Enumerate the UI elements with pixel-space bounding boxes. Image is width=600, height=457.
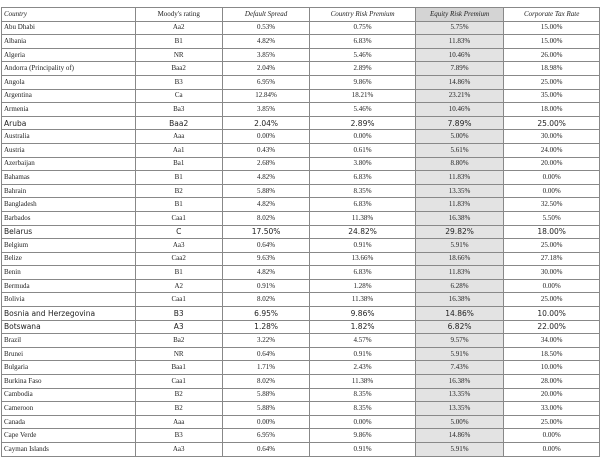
country-risk-sheet xyxy=(1,7,600,457)
table-row xyxy=(2,184,600,198)
table-row xyxy=(2,443,600,457)
cell-corporate-tax-rate[interactable]: 35.00% xyxy=(504,89,600,103)
cell-country-risk-premium[interactable]: 5.46% xyxy=(310,103,416,117)
cell-corporate-tax-rate[interactable]: 25.00% xyxy=(504,116,600,130)
table-row xyxy=(2,266,600,280)
cell-country-risk-premium[interactable]: 0.91% xyxy=(310,443,416,457)
cell-rating[interactable]: Ba3 xyxy=(135,103,222,117)
cell-country[interactable]: Bulgaria xyxy=(2,361,136,375)
cell-rating[interactable]: Aa3 xyxy=(135,443,222,457)
cell-default-spread[interactable]: 5.88% xyxy=(222,388,309,402)
cell-country[interactable]: Barbados xyxy=(2,211,136,225)
cell-default-spread[interactable]: 9.63% xyxy=(222,252,309,266)
cell-default-spread[interactable]: 0.00% xyxy=(222,415,309,429)
cell-default-spread[interactable]: 3.22% xyxy=(222,334,309,348)
table-row xyxy=(2,252,600,266)
cell-default-spread[interactable]: 1.28% xyxy=(222,320,309,334)
cell-country-risk-premium[interactable]: 0.91% xyxy=(310,239,416,253)
cell-country[interactable]: Azerbaijan xyxy=(2,157,136,171)
cell-equity-risk-premium[interactable]: 6.28% xyxy=(415,279,503,293)
cell-country[interactable]: Burkina Faso xyxy=(2,375,136,389)
cell-corporate-tax-rate[interactable]: 0.00% xyxy=(504,443,600,457)
cell-country[interactable]: Brazil xyxy=(2,334,136,348)
cell-country[interactable]: Bahrain xyxy=(2,184,136,198)
table-row xyxy=(2,307,600,321)
cell-rating[interactable]: Caa1 xyxy=(135,375,222,389)
cell-equity-risk-premium[interactable]: 29.82% xyxy=(415,225,503,239)
cell-corporate-tax-rate[interactable]: 27.18% xyxy=(504,252,600,266)
cell-country-risk-premium[interactable]: 5.46% xyxy=(310,48,416,62)
table-row xyxy=(2,62,600,76)
cell-country-risk-premium[interactable]: 1.82% xyxy=(310,320,416,334)
cell-rating[interactable]: B3 xyxy=(135,75,222,89)
cell-country-risk-premium[interactable]: 9.86% xyxy=(310,429,416,443)
cell-rating[interactable]: Aa2 xyxy=(135,21,222,35)
cell-equity-risk-premium[interactable]: 16.38% xyxy=(415,293,503,307)
cell-corporate-tax-rate[interactable]: 20.00% xyxy=(504,388,600,402)
cell-equity-risk-premium[interactable]: 7.43% xyxy=(415,361,503,375)
cell-country-risk-premium[interactable]: 9.86% xyxy=(310,75,416,89)
table-row xyxy=(2,143,600,157)
table-row xyxy=(2,75,600,89)
cell-country[interactable]: Austria xyxy=(2,143,136,157)
cell-rating[interactable]: NR xyxy=(135,48,222,62)
table-row xyxy=(2,415,600,429)
cell-default-spread[interactable]: 4.82% xyxy=(222,171,309,185)
cell-rating[interactable]: Baa2 xyxy=(135,116,222,130)
cell-equity-risk-premium[interactable]: 23.21% xyxy=(415,89,503,103)
cell-default-spread[interactable]: 0.91% xyxy=(222,279,309,293)
cell-country-risk-premium[interactable]: 0.61% xyxy=(310,143,416,157)
cell-rating[interactable]: Baa2 xyxy=(135,62,222,76)
cell-corporate-tax-rate[interactable]: 0.00% xyxy=(504,279,600,293)
cell-equity-risk-premium[interactable]: 14.86% xyxy=(415,429,503,443)
cell-corporate-tax-rate[interactable]: 25.00% xyxy=(504,293,600,307)
cell-country[interactable]: Albania xyxy=(2,35,136,49)
cell-corporate-tax-rate[interactable]: 0.00% xyxy=(504,171,600,185)
table-row xyxy=(2,402,600,416)
cell-equity-risk-premium[interactable]: 14.86% xyxy=(415,75,503,89)
cell-rating[interactable]: B1 xyxy=(135,35,222,49)
table-row xyxy=(2,21,600,35)
cell-default-spread[interactable]: 4.82% xyxy=(222,35,309,49)
cell-country-risk-premium[interactable]: 0.91% xyxy=(310,347,416,361)
table-row xyxy=(2,157,600,171)
table-row xyxy=(2,347,600,361)
cell-default-spread[interactable]: 8.02% xyxy=(222,293,309,307)
cell-default-spread[interactable]: 6.95% xyxy=(222,75,309,89)
cell-default-spread[interactable]: 6.95% xyxy=(222,429,309,443)
cell-rating[interactable]: Ba2 xyxy=(135,334,222,348)
cell-corporate-tax-rate[interactable]: 32.50% xyxy=(504,198,600,212)
cell-corporate-tax-rate[interactable]: 28.00% xyxy=(504,375,600,389)
cell-default-spread[interactable]: 3.85% xyxy=(222,48,309,62)
cell-corporate-tax-rate[interactable]: 18.00% xyxy=(504,103,600,117)
cell-country[interactable]: Australia xyxy=(2,130,136,144)
cell-corporate-tax-rate[interactable]: 5.50% xyxy=(504,211,600,225)
cell-corporate-tax-rate[interactable]: 20.00% xyxy=(504,157,600,171)
cell-country-risk-premium[interactable]: 0.00% xyxy=(310,415,416,429)
cell-equity-risk-premium[interactable]: 8.80% xyxy=(415,157,503,171)
cell-equity-risk-premium[interactable]: 13.35% xyxy=(415,388,503,402)
cell-default-spread[interactable]: 12.84% xyxy=(222,89,309,103)
cell-default-spread[interactable]: 8.02% xyxy=(222,211,309,225)
cell-equity-risk-premium[interactable]: 11.83% xyxy=(415,266,503,280)
cell-default-spread[interactable]: 4.82% xyxy=(222,198,309,212)
cell-default-spread[interactable]: 1.71% xyxy=(222,361,309,375)
cell-country-risk-premium[interactable]: 2.43% xyxy=(310,361,416,375)
cell-default-spread[interactable]: 0.64% xyxy=(222,239,309,253)
cell-equity-risk-premium[interactable]: 10.46% xyxy=(415,103,503,117)
cell-rating[interactable]: B2 xyxy=(135,184,222,198)
cell-equity-risk-premium[interactable]: 5.00% xyxy=(415,415,503,429)
cell-country-risk-premium[interactable]: 6.83% xyxy=(310,35,416,49)
cell-country-risk-premium[interactable]: 11.38% xyxy=(310,211,416,225)
header-country-risk-premium[interactable]: Country Risk Premium xyxy=(310,8,416,22)
cell-country[interactable]: Bolivia xyxy=(2,293,136,307)
table-row xyxy=(2,239,600,253)
cell-country-risk-premium[interactable]: 6.83% xyxy=(310,266,416,280)
cell-country-risk-premium[interactable]: 2.89% xyxy=(310,116,416,130)
cell-default-spread[interactable]: 0.64% xyxy=(222,347,309,361)
table-body xyxy=(2,21,600,456)
table-row xyxy=(2,198,600,212)
cell-rating[interactable]: NR xyxy=(135,347,222,361)
cell-equity-risk-premium[interactable]: 5.75% xyxy=(415,21,503,35)
cell-country-risk-premium[interactable]: 4.57% xyxy=(310,334,416,348)
cell-equity-risk-premium[interactable]: 5.00% xyxy=(415,130,503,144)
cell-equity-risk-premium[interactable]: 18.66% xyxy=(415,252,503,266)
table-row xyxy=(2,388,600,402)
cell-rating[interactable]: B3 xyxy=(135,307,222,321)
cell-rating[interactable]: Aaa xyxy=(135,130,222,144)
cell-equity-risk-premium[interactable]: 5.91% xyxy=(415,443,503,457)
cell-country-risk-premium[interactable]: 8.35% xyxy=(310,402,416,416)
cell-corporate-tax-rate[interactable]: 26.00% xyxy=(504,48,600,62)
cell-default-spread[interactable]: 4.82% xyxy=(222,266,309,280)
cell-corporate-tax-rate[interactable]: 0.00% xyxy=(504,429,600,443)
header-equity-risk-premium[interactable]: Equity Risk Premium xyxy=(415,8,503,22)
cell-equity-risk-premium[interactable]: 5.61% xyxy=(415,143,503,157)
cell-equity-risk-premium[interactable]: 5.91% xyxy=(415,347,503,361)
cell-country-risk-premium[interactable]: 11.38% xyxy=(310,375,416,389)
table-row xyxy=(2,103,600,117)
cell-default-spread[interactable]: 2.04% xyxy=(222,62,309,76)
cell-country[interactable]: Botswana xyxy=(2,320,136,334)
cell-rating[interactable]: Caa1 xyxy=(135,293,222,307)
header-default-spread[interactable]: Default Spread xyxy=(222,8,309,22)
cell-corporate-tax-rate[interactable]: 34.00% xyxy=(504,334,600,348)
cell-corporate-tax-rate[interactable]: 30.00% xyxy=(504,266,600,280)
cell-equity-risk-premium[interactable]: 11.83% xyxy=(415,35,503,49)
cell-default-spread[interactable]: 2.68% xyxy=(222,157,309,171)
cell-corporate-tax-rate[interactable]: 15.00% xyxy=(504,21,600,35)
cell-rating[interactable]: B2 xyxy=(135,388,222,402)
cell-country[interactable]: Bahamas xyxy=(2,171,136,185)
cell-rating[interactable]: B1 xyxy=(135,198,222,212)
cell-country-risk-premium[interactable]: 8.35% xyxy=(310,184,416,198)
cell-rating[interactable]: Caa1 xyxy=(135,211,222,225)
cell-corporate-tax-rate[interactable]: 30.00% xyxy=(504,130,600,144)
cell-country[interactable]: Algeria xyxy=(2,48,136,62)
table-row xyxy=(2,130,600,144)
cell-default-spread[interactable]: 2.04% xyxy=(222,116,309,130)
cell-country[interactable]: Bangladesh xyxy=(2,198,136,212)
cell-country-risk-premium[interactable]: 11.38% xyxy=(310,293,416,307)
cell-equity-risk-premium[interactable]: 14.86% xyxy=(415,307,503,321)
cell-country[interactable]: Cameroon xyxy=(2,402,136,416)
cell-country[interactable]: Aruba xyxy=(2,116,136,130)
cell-rating[interactable]: Ba1 xyxy=(135,157,222,171)
cell-country[interactable]: Belarus xyxy=(2,225,136,239)
cell-country[interactable]: Cambodia xyxy=(2,388,136,402)
cell-equity-risk-premium[interactable]: 5.91% xyxy=(415,239,503,253)
table-row xyxy=(2,89,600,103)
cell-country-risk-premium[interactable]: 1.28% xyxy=(310,279,416,293)
cell-default-spread[interactable]: 5.88% xyxy=(222,184,309,198)
cell-country[interactable]: Bermuda xyxy=(2,279,136,293)
cell-country[interactable]: Andorra (Principality of) xyxy=(2,62,136,76)
cell-country-risk-premium[interactable]: 9.86% xyxy=(310,307,416,321)
cell-corporate-tax-rate[interactable]: 25.00% xyxy=(504,239,600,253)
cell-corporate-tax-rate[interactable]: 18.50% xyxy=(504,347,600,361)
cell-corporate-tax-rate[interactable]: 25.00% xyxy=(504,75,600,89)
cell-equity-risk-premium[interactable]: 16.38% xyxy=(415,211,503,225)
cell-corporate-tax-rate[interactable]: 33.00% xyxy=(504,402,600,416)
cell-default-spread[interactable]: 6.95% xyxy=(222,307,309,321)
table-row xyxy=(2,225,600,239)
table-row xyxy=(2,116,600,130)
table-row xyxy=(2,279,600,293)
table-row xyxy=(2,320,600,334)
cell-corporate-tax-rate[interactable]: 10.00% xyxy=(504,361,600,375)
cell-country-risk-premium[interactable]: 8.35% xyxy=(310,388,416,402)
cell-country-risk-premium[interactable]: 6.83% xyxy=(310,171,416,185)
cell-default-spread[interactable]: 3.85% xyxy=(222,103,309,117)
cell-country-risk-premium[interactable]: 3.80% xyxy=(310,157,416,171)
cell-country[interactable]: Brunei xyxy=(2,347,136,361)
cell-country[interactable]: Cape Verde xyxy=(2,429,136,443)
header-rating[interactable]: Moody's rating xyxy=(135,8,222,22)
table-row xyxy=(2,35,600,49)
cell-equity-risk-premium[interactable]: 13.35% xyxy=(415,184,503,198)
cell-country[interactable]: Angola xyxy=(2,75,136,89)
cell-default-spread[interactable]: 17.50% xyxy=(222,225,309,239)
cell-equity-risk-premium[interactable]: 6.82% xyxy=(415,320,503,334)
cell-rating[interactable]: A2 xyxy=(135,279,222,293)
table-row xyxy=(2,429,600,443)
cell-country[interactable]: Benin xyxy=(2,266,136,280)
cell-default-spread[interactable]: 0.43% xyxy=(222,143,309,157)
table-row xyxy=(2,48,600,62)
cell-rating[interactable]: Aa3 xyxy=(135,239,222,253)
cell-corporate-tax-rate[interactable]: 18.98% xyxy=(504,62,600,76)
cell-country[interactable]: Bosnia and Herzegovina xyxy=(2,307,136,321)
cell-rating[interactable]: Caa2 xyxy=(135,252,222,266)
cell-corporate-tax-rate[interactable]: 25.00% xyxy=(504,415,600,429)
cell-corporate-tax-rate[interactable]: 22.00% xyxy=(504,320,600,334)
cell-country-risk-premium[interactable]: 13.66% xyxy=(310,252,416,266)
header-row xyxy=(2,8,600,22)
cell-default-spread[interactable]: 8.02% xyxy=(222,375,309,389)
cell-rating[interactable]: B1 xyxy=(135,266,222,280)
country-risk-table xyxy=(1,7,600,457)
cell-rating[interactable]: B1 xyxy=(135,171,222,185)
cell-equity-risk-premium[interactable]: 11.83% xyxy=(415,198,503,212)
table-row xyxy=(2,211,600,225)
cell-equity-risk-premium[interactable]: 9.57% xyxy=(415,334,503,348)
cell-rating[interactable]: B3 xyxy=(135,429,222,443)
cell-country[interactable]: Belgium xyxy=(2,239,136,253)
cell-equity-risk-premium[interactable]: 11.83% xyxy=(415,171,503,185)
cell-equity-risk-premium[interactable]: 13.35% xyxy=(415,402,503,416)
cell-country-risk-premium[interactable]: 0.00% xyxy=(310,130,416,144)
cell-rating[interactable]: Aa1 xyxy=(135,143,222,157)
header-corporate-tax-rate[interactable]: Corporate Tax Rate xyxy=(504,8,600,22)
cell-equity-risk-premium[interactable]: 7.89% xyxy=(415,62,503,76)
table-row xyxy=(2,375,600,389)
table-row xyxy=(2,334,600,348)
cell-country[interactable]: Argentina xyxy=(2,89,136,103)
cell-rating[interactable]: Baa1 xyxy=(135,361,222,375)
cell-country[interactable]: Canada xyxy=(2,415,136,429)
cell-rating[interactable]: Aaa xyxy=(135,415,222,429)
cell-country[interactable]: Belize xyxy=(2,252,136,266)
header-country[interactable]: Country xyxy=(2,8,136,22)
cell-rating[interactable]: Ca xyxy=(135,89,222,103)
cell-equity-risk-premium[interactable]: 7.89% xyxy=(415,116,503,130)
cell-equity-risk-premium[interactable]: 10.46% xyxy=(415,48,503,62)
cell-default-spread[interactable]: 0.64% xyxy=(222,443,309,457)
cell-equity-risk-premium[interactable]: 16.38% xyxy=(415,375,503,389)
cell-corporate-tax-rate[interactable]: 18.00% xyxy=(504,225,600,239)
cell-country[interactable]: Armenia xyxy=(2,103,136,117)
cell-country-risk-premium[interactable]: 6.83% xyxy=(310,198,416,212)
cell-country-risk-premium[interactable]: 0.75% xyxy=(310,21,416,35)
cell-country[interactable]: Cayman Islands xyxy=(2,443,136,457)
cell-country-risk-premium[interactable]: 2.89% xyxy=(310,62,416,76)
table-row xyxy=(2,171,600,185)
cell-default-spread[interactable]: 0.53% xyxy=(222,21,309,35)
table-row xyxy=(2,293,600,307)
cell-rating[interactable]: C xyxy=(135,225,222,239)
cell-default-spread[interactable]: 5.88% xyxy=(222,402,309,416)
cell-country[interactable]: Abu Dhabi xyxy=(2,21,136,35)
cell-rating[interactable]: A3 xyxy=(135,320,222,334)
cell-country-risk-premium[interactable]: 24.82% xyxy=(310,225,416,239)
cell-corporate-tax-rate[interactable]: 0.00% xyxy=(504,184,600,198)
cell-corporate-tax-rate[interactable]: 24.00% xyxy=(504,143,600,157)
cell-corporate-tax-rate[interactable]: 15.00% xyxy=(504,35,600,49)
cell-rating[interactable]: B2 xyxy=(135,402,222,416)
cell-default-spread[interactable]: 0.00% xyxy=(222,130,309,144)
cell-country-risk-premium[interactable]: 18.21% xyxy=(310,89,416,103)
table-row xyxy=(2,361,600,375)
cell-corporate-tax-rate[interactable]: 10.00% xyxy=(504,307,600,321)
